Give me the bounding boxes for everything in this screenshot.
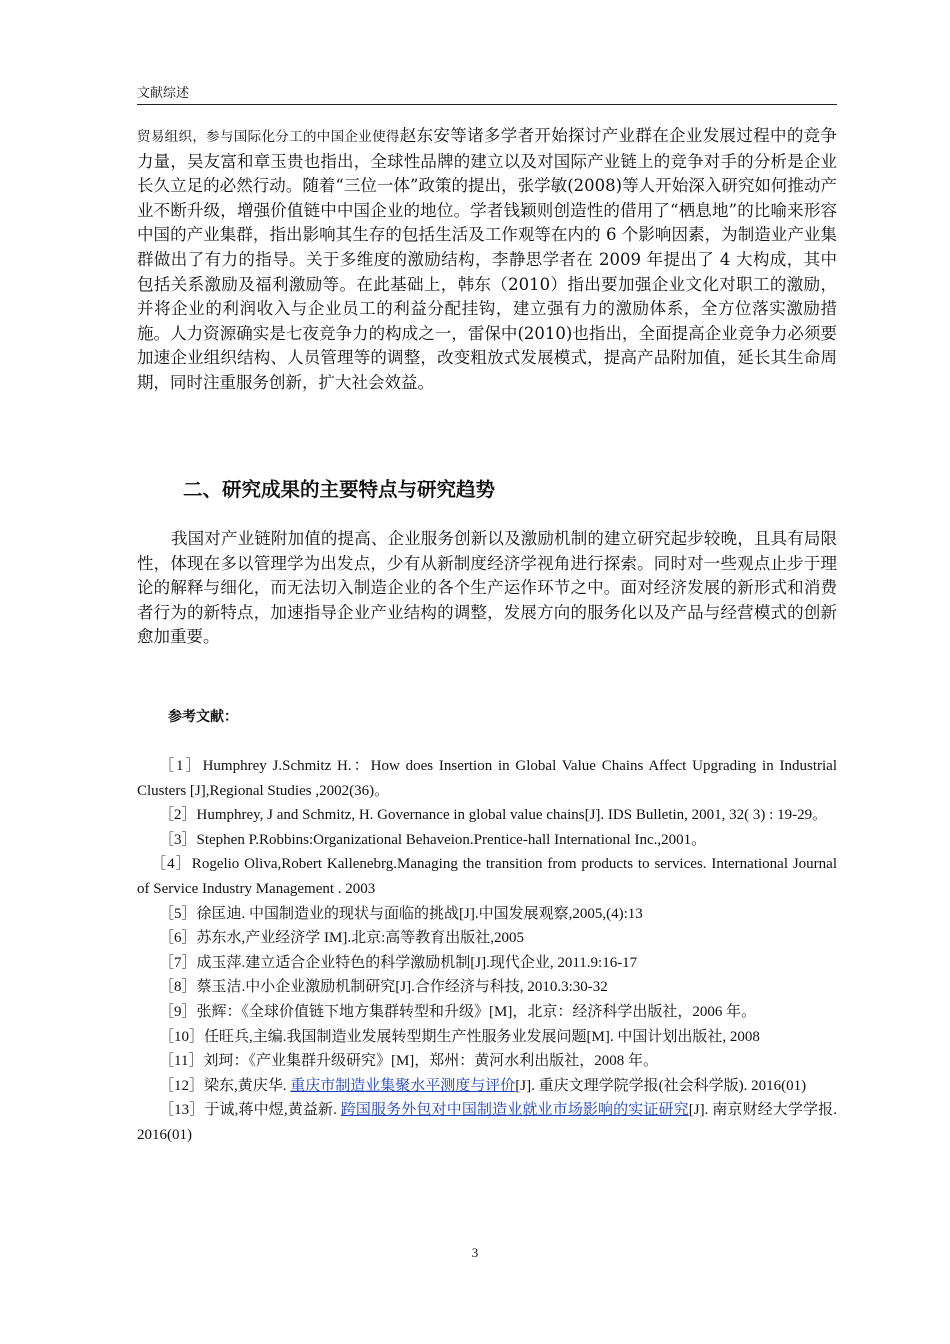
section-heading: 二、研究成果的主要特点与研究趋势	[183, 478, 496, 501]
intro-paragraph	[137, 124, 837, 396]
reference-item: ［10］任旺兵,主编.我国制造业发展转型期生产性服务业发展问题[M]. 中国计划出版社, 2008	[159, 1028, 760, 1045]
header-title: 文献综述	[137, 86, 190, 101]
reference-12-prefix: ［12］梁东,黄庆华.	[159, 1077, 291, 1094]
page-number: 3	[471, 1245, 479, 1260]
reference-item: ［4］Rogelio Oliva,Robert Kallenebrg.Managing the transition from products to services. International Journal of Service Industry Management . 2003	[137, 856, 837, 897]
reference-item: ［7］成玉萍.建立适合企业特色的科学激励机制[J].现代企业, 2011.9:16-17	[159, 954, 638, 971]
reference-item: ［11］刘珂：《产业集群升级研究》[M]，郑州：黄河水利出版社，2008 年。	[159, 1053, 659, 1070]
reference-item-13	[137, 1098, 837, 1147]
references-list	[137, 754, 837, 1148]
reference-13-suffix: [J]. 南京财经大学学报. 2016(01)	[137, 1102, 837, 1143]
reference-13-link[interactable]: 跨国服务外包对中国制造业就业市场影响的实证研究	[340, 1102, 689, 1119]
reference-12-suffix: [J]. 重庆文理学院学报(社会科学版). 2016(01)	[515, 1077, 807, 1094]
reference-item: ［8］蔡玉洁.中小企业激励机制研究[J].合作经济与科技, 2010.3:30-32	[159, 979, 608, 996]
reference-item: ［5］徐匡迪. 中国制造业的现状与面临的挑战[J].中国发展观察,2005,(4):13	[159, 905, 643, 922]
section-paragraph: 我国对产业链附加值的提高、企业服务创新以及激励机制的建立研究起步较晚，且具有局限性，体现在多以管理学为出发点，少有从新制度经济学视角进行探索。同时对一些观点止步于理论的解释与细化，而无法切入制造企业的各个生产运作环节之中。面对经济发展的新形式和消费者行为的新特点，加速指导企业产业结构的调整，发展方向的服务化以及产品与经营模式的创新愈加重要。	[137, 529, 837, 647]
reference-item: ［6］苏东水,产业经济学 IM].北京:高等教育出版社,2005	[159, 930, 524, 947]
reference-13-prefix: ［13］于诚,蒋中煜,黄益新.	[159, 1102, 341, 1119]
reference-item-12	[137, 1074, 837, 1099]
reference-item: ［3］Stephen P.Robbins:Organizational Behaveion.Prentice-hall International Inc.,2001。	[159, 831, 707, 848]
reference-item: ［2］Humphrey, J and Schmitz, H. Governance in global value chains[J]. IDS Bulletin, 2001, 32( 3) : 19-29。	[159, 807, 828, 824]
reference-12-link[interactable]: 重庆市制造业集聚水平测度与评价	[290, 1077, 516, 1094]
references-title: 参考文献：	[168, 709, 238, 725]
intro-lead: 贸易组织，参与国际化分工的中国企业使得	[137, 129, 400, 145]
intro-text: 赵东安等诸多学者开始探讨产业群在企业发展过程中的竞争力量，吴友富和章玉贵也指出，全球性品牌的建立以及对国际产业链上的竞争对手的分析是企业长久立足的必然行动。随着“三位一体”政策的提出，张学敏(2008)等人开始深入研究如何推动产业不断升级，增强价值链中中国企业的地位。学者钱颖则创造性的借用了“栖息地”的比喻来形容中国的产业集群，指出影响其生存的包括生活及工作观等在内的 6 个影响因素，为制造业产业集群做出了有力的指导。关于多维度的激励结构，李静思学者在 2009 年提出了 4 大构成，其中包括关系激励及福利激励等。在此基础上，韩东（2010）指出要加强企业文化对职工的激励，并将企业的利润收入与企业员工的利益分配挂钩，建立强有力的激励体系，全方位落实激励措施。人力资源确实是七夜竞争力的构成之一，雷保中(2010)也指出，全面提高企业竞争力必须要加速企业组织结构、人员管理等的调整，改变粗放式发展模式，提高产品附加值，延长其生命周期，同时注重服务创新，扩大社会效益。	[137, 126, 838, 392]
reference-item: ［1］Humphrey J.Schmitz H.：How does Insertion in Global Value Chains Affect Upgrading in Industrial Clusters [J],Regional Studies ,2002(36)。	[137, 758, 837, 799]
page-header	[137, 80, 837, 105]
reference-item: ［9］张辉：《全球价值链下地方集群转型和升级》[M]，北京：经济科学出版社，2006 年。	[159, 1003, 757, 1020]
